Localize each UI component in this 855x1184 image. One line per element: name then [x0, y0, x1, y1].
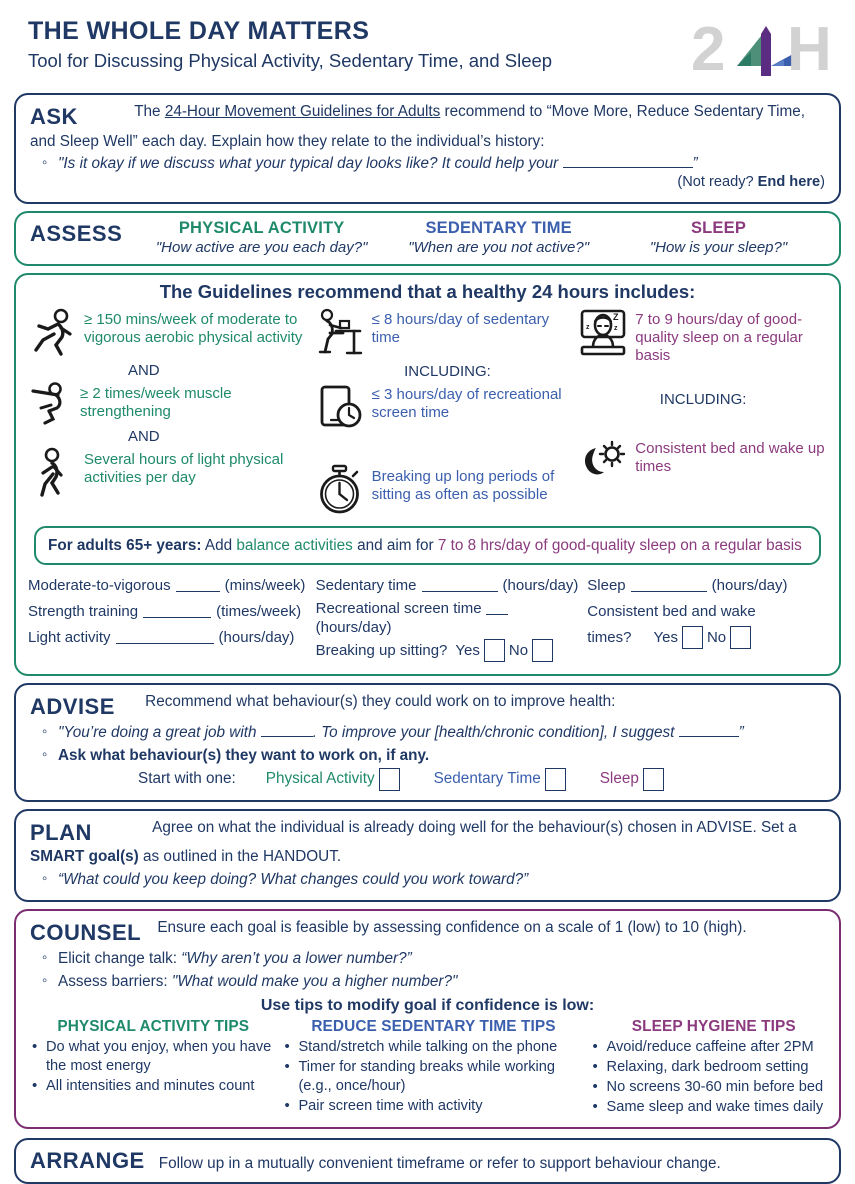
fill-in-unit: (hours/day): [218, 629, 295, 647]
tips-title: PHYSICAL ACTIVITY TIPS: [57, 1017, 250, 1035]
no-label: No: [508, 642, 529, 660]
plan-bullet-quote: ◦ “What could you keep doing? What changes could you work toward?”: [30, 870, 825, 891]
svg-text:Z: Z: [613, 311, 619, 322]
section-advise: [14, 683, 841, 802]
strength-training-person-icon: [28, 381, 72, 427]
guideline-text: ≥ 2 times/week muscle strengthening: [80, 384, 232, 420]
fill-in-column-sleep: [587, 573, 827, 664]
consistent-times-no-checkbox[interactable]: [730, 626, 751, 649]
stopwatch-icon: [316, 464, 364, 518]
tip-item: • Relaxing, dark bedroom setting: [591, 1058, 837, 1077]
section-arrange: [14, 1138, 841, 1184]
counsel-bullet: [30, 972, 825, 993]
advise-physical-activity-checkbox[interactable]: [379, 768, 400, 791]
assess-question-sedentary-time: "When are you not active?": [408, 238, 590, 256]
tip-item: • Avoid/reduce caffeine after 2PM: [591, 1038, 837, 1057]
tip-item: • Stand/stretch while talking on the phone: [282, 1038, 584, 1057]
fill-in-row: [28, 599, 316, 625]
guideline-item: [316, 307, 580, 361]
older-adults-prefix: For adults 65+ years:: [48, 536, 202, 554]
ask-quote-end: ”: [692, 155, 698, 173]
layout-spacer: [316, 438, 580, 464]
guideline-item: [28, 447, 316, 501]
start-with-one-label: Start with one:: [138, 770, 236, 788]
person-at-desk-icon: [316, 307, 364, 361]
moon-sun-icon: [579, 436, 627, 490]
advise-option-label: Sedentary Time: [433, 770, 541, 788]
advise-bullet-ask: ◦ Ask what behaviour(s) they want to work on, if any.: [30, 746, 825, 767]
tip-item: • Same sleep and wake times daily: [591, 1098, 837, 1117]
ask-bullet: [30, 154, 825, 175]
fill-in-label: Strength training: [28, 603, 139, 621]
arrange-text: Follow up in a mutually convenient timeframe or refer to support behaviour change.: [158, 1154, 721, 1172]
advise-option-sleep[interactable]: [600, 768, 668, 791]
ask-not-ready-note: [30, 173, 825, 193]
guideline-text: Breaking up long periods of sitting as often as possible: [371, 467, 555, 503]
tips-column-sleep: [591, 1018, 837, 1118]
tips-heading: Use tips to modify goal if confidence is low:: [260, 996, 595, 1014]
fill-in-row-checkbox: [587, 625, 827, 651]
fill-in-label: Moderate-to-vigorous: [28, 577, 171, 595]
including-label-sleep: INCLUDING:: [659, 390, 747, 408]
fill-in-unit: (mins/week): [224, 577, 306, 595]
guideline-text: ≤ 8 hours/day of sedentary time: [371, 310, 550, 346]
advise-sedentary-time-checkbox[interactable]: [545, 768, 566, 791]
tip-item: • Timer for standing breaks while working (e.g., once/hour): [282, 1058, 584, 1096]
ask-quote: "Is it okay if we discuss what your typical day looks like? It could help your: [58, 155, 559, 173]
assess-label: ASSESS: [30, 220, 123, 246]
and-label-pa-2: AND: [127, 427, 160, 445]
assess-column-physical-activity: [138, 219, 385, 256]
advise-option-physical-activity[interactable]: [266, 768, 404, 791]
counsel-bullet-plain: Assess barriers:: [58, 973, 172, 991]
tip-item: • All intensities and minutes count: [30, 1077, 276, 1096]
guideline-item: [316, 382, 580, 436]
ask-label: ASK: [30, 104, 78, 129]
consistent-times-label-line2: times?: [587, 629, 632, 647]
consistent-times-yes-checkbox[interactable]: [682, 626, 703, 649]
sleeping-person-icon: [579, 307, 627, 361]
not-ready-suffix: ): [820, 173, 825, 190]
section-guidelines: [14, 273, 841, 676]
counsel-label: COUNSEL: [30, 919, 142, 945]
section-ask: [14, 93, 841, 204]
tips-column-sedentary-time: [282, 1018, 584, 1118]
not-ready-prefix: (Not ready?: [677, 173, 758, 190]
advise-blank-1[interactable]: [261, 724, 313, 737]
fill-in-row-checkbox: [316, 638, 588, 664]
assess-heading-sedentary-time: SEDENTARY TIME: [425, 218, 572, 237]
no-label: No: [706, 629, 727, 647]
guidelines-column-sedentary-time: [316, 307, 580, 520]
tips-column-physical-activity: [30, 1018, 276, 1118]
guideline-text: ≤ 3 hours/day of recreational screen time: [371, 385, 562, 421]
page-subtitle: Tool for Discussing Physical Activity, Sedentary Time, and Sleep: [28, 49, 553, 71]
advise-bullet-quote: [30, 723, 825, 744]
guidelines-column-sleep: [579, 307, 827, 520]
breaking-up-sitting-yes-checkbox[interactable]: [484, 639, 505, 662]
fill-in-row: [28, 573, 316, 599]
ask-lead-1: The: [134, 103, 165, 120]
advise-lead: Recommend what behaviour(s) they could work on to improve health:: [145, 692, 616, 710]
advise-quote-a: "You’re doing a great job with: [58, 724, 257, 742]
guideline-text: 7 to 9 hours/day of good-quality sleep on a regular basis: [635, 310, 803, 364]
advise-quote-c: ”: [738, 724, 744, 742]
and-label-pa-1: AND: [127, 361, 160, 379]
section-plan: [14, 809, 841, 902]
older-adults-balance: balance activities: [236, 536, 353, 554]
advise-option-sedentary-time[interactable]: [434, 768, 570, 791]
advise-start-row: [30, 768, 825, 791]
plan-lead-1: Agree on what the individual is already doing well for the behaviour(s) chosen in ADVISE. Set a: [152, 818, 797, 836]
fill-in-unit: (hours/day): [315, 619, 392, 637]
yes-label: Yes: [653, 629, 678, 647]
arrange-label: ARRANGE: [30, 1147, 145, 1173]
advise-sleep-checkbox[interactable]: [643, 768, 664, 791]
fill-in-unit: (hours/day): [502, 577, 579, 595]
guideline-item: [579, 307, 827, 365]
fill-in-blank[interactable]: [486, 602, 508, 615]
fill-in-blank[interactable]: [116, 631, 214, 644]
guideline-text: Consistent bed and wake up times: [635, 439, 825, 475]
section-assess: [14, 211, 841, 266]
counsel-lead: Ensure each goal is feasible by assessing confidence on a scale of 1 (low) to 10 (high).: [157, 918, 747, 936]
svg-text:z: z: [586, 323, 590, 331]
guideline-text: ≥ 150 mins/week of moderate to vigorous aerobic physical activity: [84, 310, 303, 346]
fill-in-column-sedentary-time: [316, 573, 588, 664]
tips-title: SLEEP HYGIENE TIPS: [631, 1017, 796, 1035]
assess-heading-sleep: SLEEP: [690, 218, 747, 237]
plan-label: PLAN: [30, 819, 92, 845]
advise-blank-2[interactable]: [679, 724, 739, 737]
walking-person-icon: [28, 447, 76, 501]
advise-option-label: Sleep: [599, 770, 639, 788]
assess-heading-physical-activity: PHYSICAL ACTIVITY: [178, 218, 345, 237]
layout-spacer: [579, 410, 827, 436]
fill-in-column-physical-activity: [28, 573, 316, 664]
fill-in-row: [28, 625, 316, 651]
fill-in-unit: (hours/day): [711, 577, 788, 595]
running-person-icon: [28, 307, 76, 361]
fill-in-blank[interactable]: [143, 605, 211, 618]
fill-in-label: Sleep: [587, 577, 626, 595]
counsel-bullet-quote: “Why aren’t you a lower number?”: [181, 950, 412, 968]
ask-lead-2: recommend to “Move More, Reduce Sedentary Time, and Sleep Well” each day. Explain how they relate to the individual’s history:: [30, 103, 806, 150]
assess-column-sleep: [612, 219, 825, 256]
assess-column-sedentary-time: [385, 219, 612, 256]
plan-smart-goal: SMART goal(s): [30, 848, 139, 866]
tip-item: • Pair screen time with activity: [282, 1097, 584, 1116]
logo-24h-icon: [689, 14, 832, 84]
fill-in-label: Light activity: [28, 629, 111, 647]
svg-text:H: H: [787, 15, 832, 84]
guideline-item: [316, 464, 580, 518]
fill-in-unit: (times/week): [216, 603, 302, 621]
fill-in-row: [587, 599, 827, 625]
older-adults-text-2: and aim for: [352, 536, 438, 554]
fill-in-row: [316, 599, 588, 638]
fill-in-blank[interactable]: [422, 579, 498, 592]
fill-in-row: [587, 573, 827, 599]
advise-quote-b: . To improve your [health/chronic condition], I suggest: [312, 724, 675, 742]
ask-guidelines-link[interactable]: 24-Hour Movement Guidelines for Adults: [164, 103, 441, 120]
guidelines-column-physical-activity: [28, 307, 316, 520]
section-counsel: [14, 909, 841, 1129]
guideline-item: [579, 436, 827, 490]
counsel-bullet-quote: "What would make you a higher number?": [171, 973, 458, 991]
page-title: THE WHOLE DAY MATTERS: [28, 17, 370, 45]
tips-title: REDUCE SEDENTARY TIME TIPS: [311, 1017, 556, 1035]
page-header: [14, 15, 841, 86]
consistent-times-label-line1: Consistent bed and wake: [587, 603, 756, 621]
fill-in-blank[interactable]: [631, 579, 707, 592]
older-adults-text-1: Add: [201, 536, 237, 554]
older-adults-callout: [34, 526, 821, 565]
fill-in-blank[interactable]: [176, 579, 220, 592]
breaking-up-sitting-label: Breaking up sitting?: [315, 642, 448, 660]
guideline-item: [28, 307, 316, 361]
fill-in-label: Sedentary time: [315, 577, 417, 595]
end-here-text: End here: [757, 173, 821, 190]
fill-in-label: Recreational screen time: [315, 599, 482, 617]
tip-item: • Do what you enjoy, when you have the most energy: [30, 1038, 276, 1076]
assess-question-sleep: "How is your sleep?": [649, 238, 788, 256]
breaking-up-sitting-no-checkbox[interactable]: [532, 639, 553, 662]
ask-blank-field[interactable]: [563, 155, 693, 168]
tablet-clock-icon: [316, 382, 364, 436]
guidelines-heading: The Guidelines recommend that a healthy 24 hours includes:: [159, 280, 696, 302]
tips-grid: [30, 1018, 825, 1118]
guideline-text: Several hours of light physical activities per day: [84, 450, 284, 486]
guideline-item: [28, 381, 316, 427]
yes-label: Yes: [455, 642, 480, 660]
svg-text:z: z: [614, 324, 618, 332]
counsel-bullet: [30, 949, 825, 970]
counsel-bullet-plain: Elicit change talk:: [58, 950, 182, 968]
tip-item: • No screens 30-60 min before bed: [591, 1078, 837, 1097]
fill-in-row: [316, 573, 588, 599]
svg-text:2: 2: [691, 15, 726, 84]
including-label-sedentary: INCLUDING:: [404, 362, 491, 380]
advise-label: ADVISE: [30, 693, 115, 719]
older-adults-sleep: 7 to 8 hrs/day of good-quality sleep on a regular basis: [437, 536, 802, 554]
advise-option-label: Physical Activity: [265, 770, 375, 788]
assessment-fill-in-grid: [28, 573, 827, 664]
plan-lead-2: as outlined in the HANDOUT.: [138, 848, 342, 866]
assess-question-physical-activity: "How active are you each day?": [155, 238, 368, 256]
